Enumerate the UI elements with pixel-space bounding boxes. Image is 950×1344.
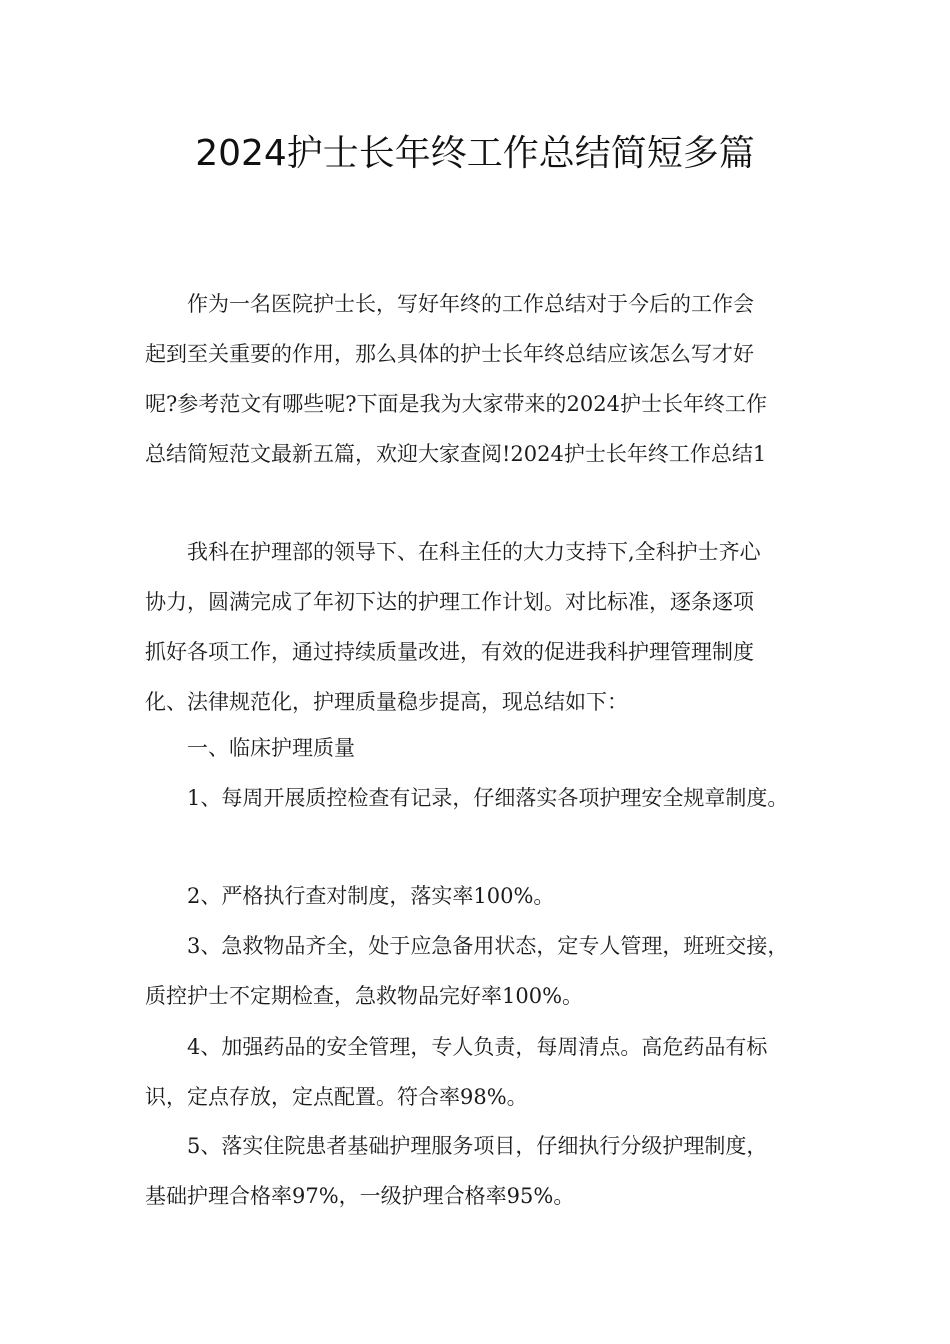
text-line: 总结简短范文最新五篇，欢迎大家查阅!2024护士长年终工作总结1 — [145, 442, 767, 466]
body-paragraph — [145, 527, 815, 727]
list-item — [145, 1121, 815, 1221]
text-line: 基础护理合格率97%，一级护理合格率95%。 — [145, 1184, 575, 1208]
list-item — [145, 773, 815, 823]
text-line: 5、落实住院患者基础护理服务项目，仔细执行分级护理制度， — [187, 1134, 768, 1158]
list-item — [145, 871, 815, 921]
text-line: 识，定点存放，定点配置。符合率98%。 — [145, 1085, 528, 1109]
text-line: 我科在护理部的领导下、在科主任的大力支持下,全科护士齐心 — [187, 540, 761, 564]
text-line: 起到至关重要的作用，那么具体的护士长年终总结应该怎么写才好 — [145, 342, 754, 366]
list-item — [145, 921, 815, 1021]
text-line: 质控护士不定期检查，急救物品完好率100%。 — [145, 984, 584, 1008]
text-line: 化、法律规范化，护理质量稳步提高，现总结如下： — [145, 690, 628, 714]
section-heading-text: 一、临床护理质量 — [187, 736, 355, 760]
section-heading — [145, 723, 815, 773]
text-line: 抓好各项工作，通过持续质量改进，有效的促进我科护理管理制度 — [145, 640, 754, 664]
text-line: 作为一名医院护士长，写好年终的工作总结对于今后的工作会 — [187, 292, 754, 316]
text-line: 协力，圆满完成了年初下达的护理工作计划。对比标准，逐条逐项 — [145, 590, 754, 614]
text-line: 4、加强药品的安全管理，专人负责，每周清点。高危药品有标 — [187, 1035, 768, 1059]
text-line: 3、急救物品齐全，处于应急备用状态，定专人管理，班班交接， — [187, 934, 789, 958]
text-line: 1、每周开展质控检查有记录，仔细落实各项护理安全规章制度。 — [187, 786, 789, 810]
intro-paragraph — [145, 279, 815, 479]
text-line: 2、严格执行查对制度，落实率100%。 — [187, 884, 555, 908]
document-title: 2024护士长年终工作总结简短多篇 — [195, 133, 755, 174]
text-line: 呢?参考范文有哪些呢?下面是我为大家带来的2024护士长年终工作 — [145, 392, 767, 416]
list-item — [145, 1022, 815, 1122]
